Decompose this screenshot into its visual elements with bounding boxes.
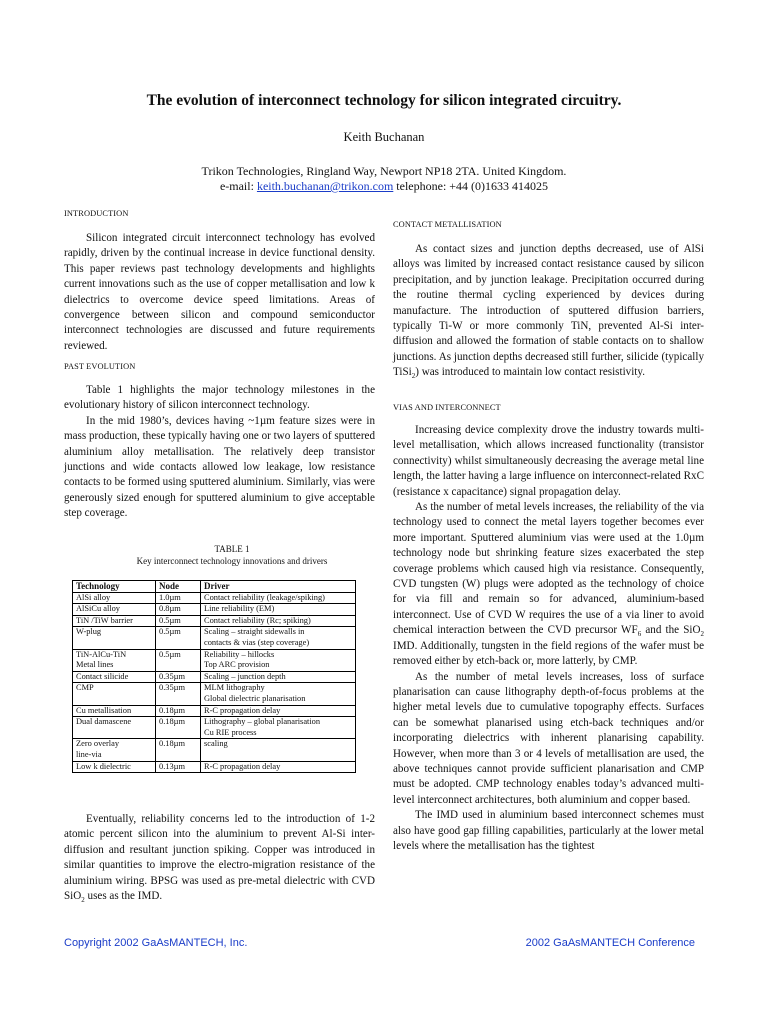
table-cell: W-plug (73, 627, 156, 649)
table-cell: 0.18µm (156, 739, 201, 761)
table-row (73, 592, 356, 604)
section-heading-contact-metallisation: CONTACT METALLISATION (393, 220, 502, 229)
contact-metallisation-body (393, 242, 704, 381)
telephone: telephone: +44 (0)1633 414025 (396, 179, 549, 193)
table-row (73, 627, 356, 649)
table-cell: Contact reliability (Rc; spiking) (201, 615, 356, 627)
table-cell: TiN-AlCu-TiN Metal lines (73, 649, 156, 671)
contact-line (0, 179, 768, 194)
table-body (73, 592, 356, 773)
table-row (73, 739, 356, 761)
table-cell: 0.5µm (156, 627, 201, 649)
vias-paragraph-1: Increasing device complexity drove the industry towards multi-level metallisation, which allows increased functionality (transistor connectivity) whilst simultaneously decreasing the average metal line length, the latter having a large influence on interconnect-related RxC (resistance x capacitance) signal propagation delay. (393, 424, 704, 498)
table-row (73, 671, 356, 683)
table-cell: 0.35µm (156, 671, 201, 683)
table-cell: Cu metallisation (73, 705, 156, 717)
section-heading-past-evolution: PAST EVOLUTION (64, 362, 136, 371)
table-header-cell: Technology (73, 581, 156, 593)
introduction-paragraph: Silicon integrated circuit interconnect technology has evolved rapidly, driven by the continual increase in device functional density. This paper reviews past technology developments and highlights current innovations such as the use of copper metallisation and low k dielectrics to overcome device speed limitations. Areas of convergence between silicon and compound semiconductor interconnect technologies are discussed and future requirements reviewed. (64, 232, 375, 352)
vias-paragraph-2: As the number of metal levels increases, the reliability of the via technology used to connect the metal layers together becomes ever more important. Sputtered aluminium vias were used at the 1.0µm technology node but shrinking feature sizes exacerbated the step coverage problems which caused high via resistance. Consequently, CVD tungsten (W) plugs were adopted as the technology of choice for via fill and remain so for advanced, aluminium-based interconnect. Use of CVD W requires the use of a via liner to avoid chemical interaction between the CVD precursor $WF_6$ and the SiO$_2$ IMD. Additionally, tungsten in the field regions of the wafer must be removed either by etch-back or, more latterly, by CMP. (393, 501, 704, 668)
contact-metallisation-paragraph: As contact sizes and junction depths decreased, use of AlSi alloys was limited by increased contact resistance caused by silicon precipitation, and by junction leakage. Precipitation occurred during the routine thermal cycling experienced by devices during manufacture. The introduction of sputtered diffusion barriers, typically Ti-W or more commonly TiN, prevented Al-Si inter-diffusion and allowed the formation of stable contacts on to shallow junctions. As junction depths decreased still further, silicide (typically TiSi$_2$) was introduced to maintain low contact resistivity. (393, 243, 704, 381)
table-cell: Scaling – straight sidewalls in contacts & vias (step coverage) (201, 627, 356, 649)
table-cell: TiN /TiW barrier (73, 615, 156, 627)
table-row (73, 615, 356, 627)
table-label: TABLE 1 (214, 544, 250, 554)
past-evolution-paragraph-1: Table 1 highlights the major technology milestones in the evolutionary history of silicon interconnect technology. (64, 384, 375, 412)
table-cell: Low k dielectric (73, 761, 156, 773)
table-row (73, 683, 356, 705)
past-evolution-paragraph-3: Eventually, reliability concerns led to the introduction of 1-2 atomic percent silicon into the aluminium to prevent Al-Si inter-diffusion and resultant junction spiking. Copper was introduced in similar quantities to improve the electro-migration resistance of the aluminium wiring. BPSG was used as pre-metal dielectric with CVD SiO$_2$ uses as the IMD. (64, 813, 375, 905)
table-cell: CMP (73, 683, 156, 705)
table-cell: Scaling – junction depth (201, 671, 356, 683)
table-cell: 0.8µm (156, 604, 201, 616)
table-cell: 0.5µm (156, 615, 201, 627)
vias-paragraph-3: As the number of metal levels increases, loss of surface planarisation can cause lithography depth-of-focus problems at the higher metal levels due to cumulative topography effects. Surfaces can be somewhat planarised using etch-back techniques and/or incorporating dielectrics with inherent planarising capability. However, when more than 3 or 4 levels of metallisation are used, the above techniques cannot provide sufficient planarisation and CMP must be adopted. CMP technology enables today’s advanced multi-level interconnect architectures, both aluminium and copper based. (393, 670, 704, 806)
email-link[interactable]: keith.buchanan@trikon.com (256, 179, 394, 193)
footer-conference: 2002 GaAsMANTECH Conference (525, 937, 695, 949)
table-cell: 0.35µm (156, 683, 201, 705)
table-cell: AlSiCu alloy (73, 604, 156, 616)
table-cell: 1.0µm (156, 592, 201, 604)
table-cell: 0.5µm (156, 649, 201, 671)
table-cell: R-C propagation delay (201, 761, 356, 773)
table-cell: 0.18µm (156, 717, 201, 739)
table-row (73, 705, 356, 717)
section-heading-vias-interconnect: VIAS AND INTERCONNECT (393, 403, 501, 412)
table-cell: MLM lithography Global dielectric planarisation (201, 683, 356, 705)
table-cell: scaling (201, 739, 356, 761)
table-cell: Lithography – global planarisation Cu RIE process (201, 717, 356, 739)
table-cell: Dual damascene (73, 717, 156, 739)
affiliation-address: Trikon Technologies, Ringland Way, Newport NP18 2TA. United Kingdom. (201, 164, 567, 178)
table-cell: 0.13µm (156, 761, 201, 773)
introduction-body (64, 231, 375, 354)
table-cell: 0.18µm (156, 705, 201, 717)
email-label: e-mail: (219, 179, 254, 193)
table-row (73, 717, 356, 739)
footer-copyright: Copyright 2002 GaAsMANTECH, Inc. (64, 937, 248, 949)
technology-table (72, 580, 356, 773)
table-cell: Zero overlay line-via (73, 739, 156, 761)
section-heading-introduction: INTRODUCTION (64, 209, 129, 218)
table-cell: Line reliability (EM) (201, 604, 356, 616)
table-header-cell: Driver (201, 581, 356, 593)
table-cell: Contact reliability (leakage/spiking) (201, 592, 356, 604)
table-cell: Contact silicide (73, 671, 156, 683)
table-cell: R-C propagation delay (201, 705, 356, 717)
table-row (73, 604, 356, 616)
table-row (73, 761, 356, 773)
vias-paragraph-4: The IMD used in aluminium based interconnect schemes must also have good gap filling capabilities, particularly at the lower metal levels where the metallisation has the tightest (393, 809, 704, 852)
past-evolution-paragraph-2: In the mid 1980’s, devices having ~1µm feature sizes were in mass production, these typically having one or two layers of sputtered aluminium alloy metallisation. The relatively deep transistor junctions and wide contacts allowed low leakage, low resistance contacts to be formed using sputtered aluminium. Similarly, vias were generously sized enough for sputtered aluminium to give acceptable step coverage. (64, 414, 375, 520)
vias-interconnect-body (393, 423, 704, 854)
author-name: Keith Buchanan (343, 130, 425, 144)
paper-title: The evolution of interconnect technology for silicon integrated circuitry. (146, 92, 622, 109)
past-evolution-body (64, 383, 375, 522)
table-cell: AlSi alloy (73, 592, 156, 604)
table-header-row (73, 581, 356, 593)
affiliation-block (0, 164, 768, 194)
past-evolution-continued (64, 812, 375, 904)
table-row (73, 649, 356, 671)
table-cell: Reliability – hillocks Top ARC provision (201, 649, 356, 671)
table-title: Key interconnect technology innovations and drivers (136, 556, 328, 566)
table-caption (64, 543, 400, 567)
table-header-cell: Node (156, 581, 201, 593)
